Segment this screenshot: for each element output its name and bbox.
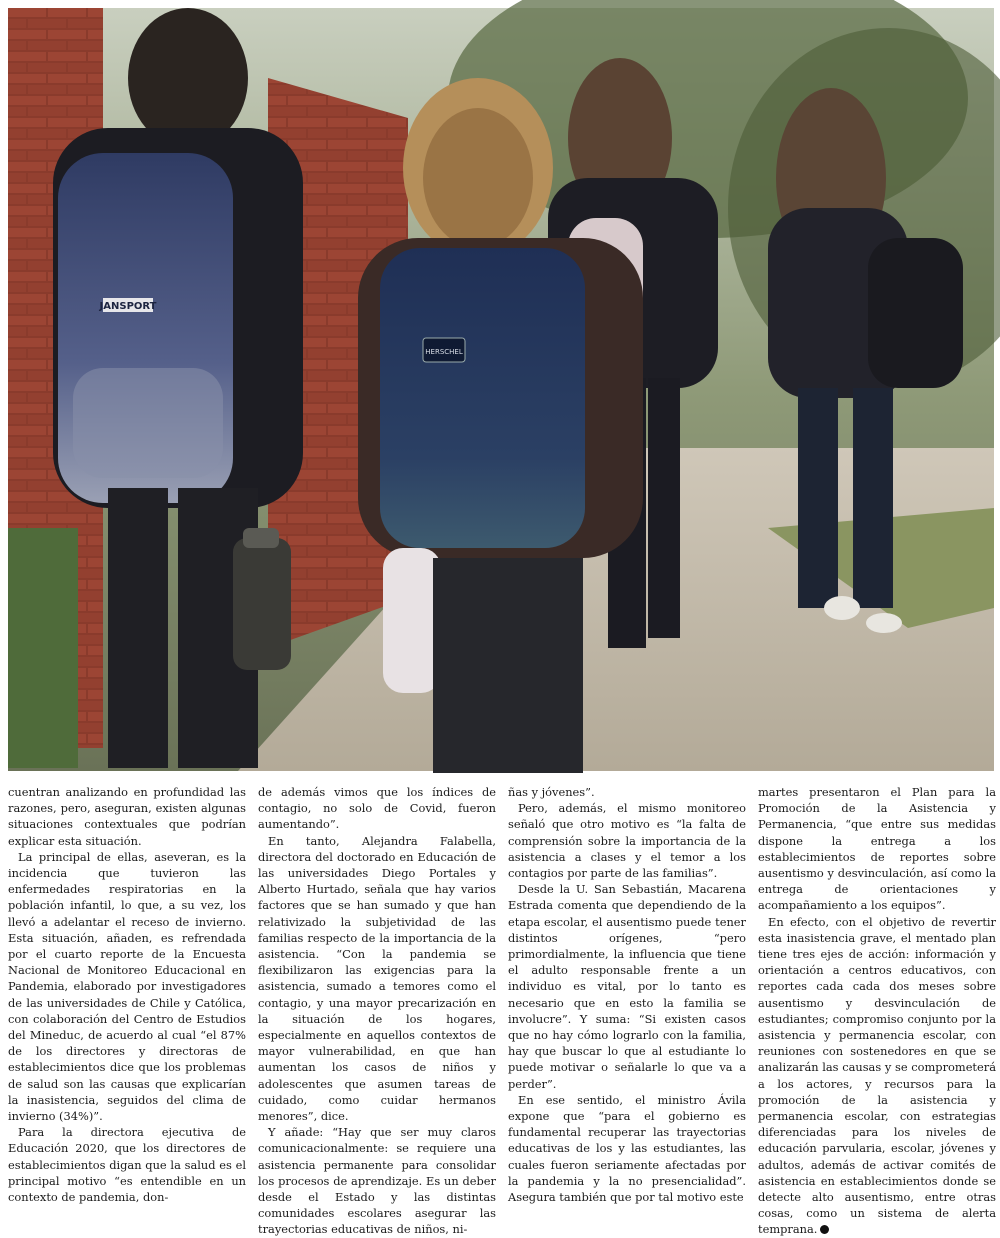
schoolchildren-walking-photo [8,8,994,771]
paragraph: ñas y jóvenes”. [508,785,595,799]
paragraph: Desde la U. San Sebastián, Macarena Estrada comenta que dependiendo de la etapa escolar, el ausentismo puede tener distintos orígenes, “pero primordialmente, la influencia que tiene el adulto responsable frente a un individuo es vital, por lo tanto es necesario que en esto la familia se involucre”. Y suma: “Si existen casos que no hay cómo lograrlo con la familia, hay que buscar lo que al estudiante lo puede motivar o señalarle lo que va a perder”. [508,882,746,1091]
paragraph: cuentran analizando en profundidad las razones, pero, aseguran, existen algunas situaciones contextuales que podrían explicar esta situación. [8,785,246,848]
paragraph: Para la directora ejecutiva de Educación 2020, que los directores de establecimientos digan que la salud es el principal motivo “es entendible en un contexto de pandemia, don- [8,1125,246,1205]
paragraph-final [758,914,996,1238]
article-photo [8,8,994,771]
paragraph: En tanto, Alejandra Falabella, directora del doctorado en Educación de las universidades Diego Portales y Alberto Hurtado, señala que hay varios factores que se han sumado y que han relativizado la subjetividad de las familias respecto de la importancia de la asistencia. “Con la pandemia se flexibilizaron las exigencias para la asistencia, sumado a temores como el contagio, y una mayor precarización en la situación de los hogares, especialmente en aquellos contextos de mayor vulnerabilidad, en que han aumentan los casos de niños y adolescentes que asumen tareas de cuidado, como cuidar hermanos menores”, dice. [258,833,496,1124]
article-column-2 [258,784,496,1237]
article-column-4 [758,784,996,1237]
article-body [8,784,996,1237]
paragraph: En ese sentido, el ministro Ávila expone que “para el gobierno es fundamental recuperar las trayectorias educativas de los y las estudiantes, las cuales fueron seriamente afectadas por la pandemia y la no presencialidad”. Asegura también que por tal motivo este [508,1092,746,1205]
paragraph: de además vimos que los índices de contagio, no solo de Covid, fueron aumentando”. [258,785,496,832]
backpack-patch-label: HERSCHEL [425,348,463,356]
paragraph: Pero, además, el mismo monitoreo señaló que otro motivo es “la falta de comprensión sobre la importancia de la asistencia a clases y el temor a los contagios por parte de las familias”. [508,801,746,881]
article-column-1 [8,784,246,1205]
end-of-article-icon [820,1225,829,1234]
paragraph: martes presentaron el Plan para la Promoción de la Asistencia y Permanencia, “que entre sus medidas dispone la entrega a los establecimientos de reportes sobre ausentismo y desvinculación, así como la entrega de orientaciones y acompañamiento a los equipos”. [758,785,996,913]
paragraph: La principal de ellas, aseveran, es la incidencia que tuvieron las enfermedades respiratorias en la población infantil, lo que, a su vez, los llevó a adelantar el receso de invierno. Esta situación, añaden, es refrendada por el cuarto reporte de la Encuesta Nacional de Monitoreo Educacional en Pandemia, elaborado por investigadores de las universidades de Chile y Católica, con colaboración del Centro de Estudios del Mineduc, de acuerdo al cual “el 87% de los directores y directoras de establecimientos dice que los problemas de salud son las causas que explicarían la inasistencia, seguidos del clima de invierno (34%)”. [8,849,246,1124]
paragraph: En efecto, con el objetivo de revertir esta inasistencia grave, el mentado plan tiene tres ejes de acción: información y orientación a centros educativos, con reportes cada cada dos meses sobre ausentismo y desvinculación de estudiantes; compromiso conjunto por la asistencia y permanencia escolar, con reuniones con sostenedores en que se analizarán las causas y se comprometerá a los actores, y recursos para la promoción de la asistencia y permanencia escolar, con estrategias diferenciadas para los niveles de educación parvularia, escolar, jóvenes y adultos, además de activar comités de asistencia en establecimientos donde se detecte alto ausentismo, entre otras cosas, como un sistema de alerta temprana. [758,914,996,1237]
paragraph: Y añade: “Hay que ser muy claros comunicacionalmente: se requiere una asistencia permanente para consolidar los procesos de aprendizaje. Es un deber desde el Estado y las distintas comunidades escolares asegurar las trayectorias educativas de niños, ni- [258,1125,496,1237]
article-column-3 [508,784,746,1205]
backpack-brand-label: JANSPORT [99,301,157,312]
